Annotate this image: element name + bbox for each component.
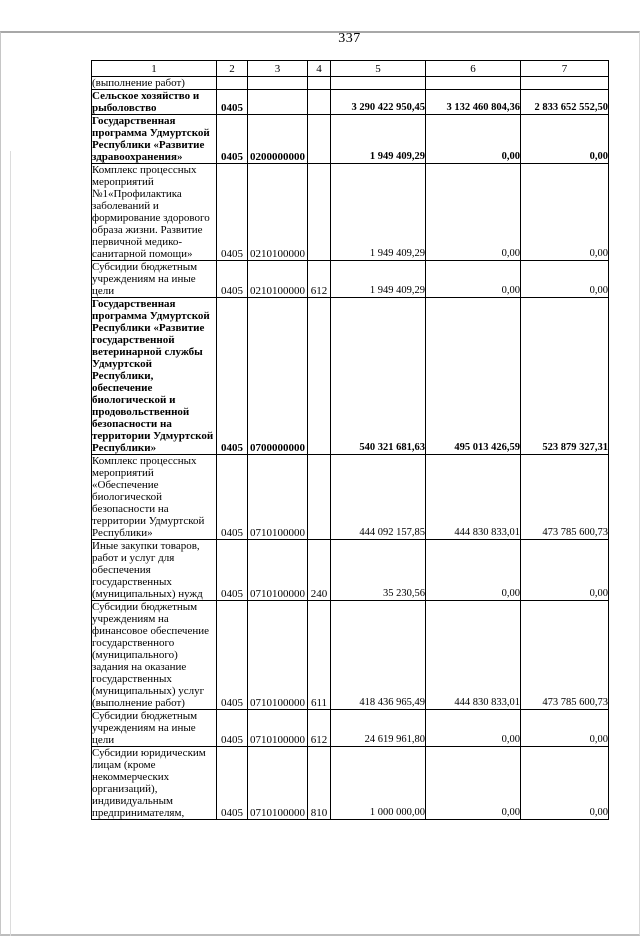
cell-amount-col6: 0,00 [426,115,521,164]
cell-amount-col5: 24 619 961,80 [331,710,426,747]
table-row [92,164,609,261]
cell-section-code: 0405 [217,298,248,455]
table-row [92,601,609,710]
cell-target-article-code: 0710100000 [248,540,308,601]
cell-name: Субсидии бюджетным учреждениям на иные цели [92,261,217,298]
cell-name: Субсидии бюджетным учреждениям на иные цели [92,710,217,747]
cell-amount-col7: 0,00 [521,540,609,601]
cell-expense-type-code [308,298,331,455]
cell-name: Комплекс процессных мероприятий №1«Профилактика заболеваний и формирование здорового образа жизни. Развитие первичной медико-санитарной помощи» [92,164,217,261]
cell-expense-type-code [308,455,331,540]
cell-amount-col7: 0,00 [521,261,609,298]
cell-section-code: 0405 [217,90,248,115]
column-header-1: 1 [92,61,217,77]
cell-expense-type-code [308,90,331,115]
cell-name: (выполнение работ) [92,77,217,90]
cell-section-code: 0405 [217,261,248,298]
cell-name: Субсидии бюджетным учреждениям на финансовое обеспечение государственного (муниципального) задания на оказание государственных (муниципальных) услуг (выполнение работ) [92,601,217,710]
cell-amount-col5: 1 949 409,29 [331,115,426,164]
cell-amount-col6: 495 013 426,59 [426,298,521,455]
cell-target-article-code: 0210100000 [248,164,308,261]
cell-amount-col6: 0,00 [426,710,521,747]
cell-amount-col6: 0,00 [426,747,521,820]
cell-section-code: 0405 [217,115,248,164]
column-header-3: 3 [248,61,308,77]
cell-amount-col7: 0,00 [521,710,609,747]
cell-target-article-code: 0710100000 [248,455,308,540]
cell-section-code: 0405 [217,455,248,540]
cell-amount-col5: 3 290 422 950,45 [331,90,426,115]
column-header-6: 6 [426,61,521,77]
cell-amount-col7: 0,00 [521,115,609,164]
cell-expense-type-code [308,164,331,261]
table-row [92,455,609,540]
cell-target-article-code [248,90,308,115]
cell-expense-type-code: 810 [308,747,331,820]
cell-name: Комплекс процессных мероприятий «Обеспечение биологической безопасности на территории Удмуртской Республики» [92,455,217,540]
cell-amount-col5: 444 092 157,85 [331,455,426,540]
table-row [92,90,609,115]
column-header-4: 4 [308,61,331,77]
cell-amount-col7: 2 833 652 552,50 [521,90,609,115]
cell-amount-col7: 473 785 600,73 [521,601,609,710]
cell-target-article-code: 0710100000 [248,747,308,820]
cell-expense-type-code: 612 [308,261,331,298]
cell-expense-type-code: 612 [308,710,331,747]
cell-section-code: 0405 [217,540,248,601]
table-row [92,540,609,601]
cell-amount-col6: 0,00 [426,164,521,261]
cell-expense-type-code: 611 [308,601,331,710]
cell-amount-col6: 444 830 833,01 [426,601,521,710]
cell-amount-col6: 444 830 833,01 [426,455,521,540]
cell-target-article-code: 0700000000 [248,298,308,455]
cell-amount-col7 [521,77,609,90]
table-row [92,298,609,455]
table-row [92,115,609,164]
column-header-5: 5 [331,61,426,77]
cell-expense-type-code: 240 [308,540,331,601]
cell-section-code: 0405 [217,164,248,261]
cell-section-code: 0405 [217,601,248,710]
cell-expense-type-code [308,77,331,90]
cell-name: Государственная программа Удмуртской Республики «Развитие государственной ветеринарной службы Удмуртской Республики, обеспечение биологической и продовольственной безопасности на территории Удмуртской Республики» [92,298,217,455]
cell-target-article-code: 0200000000 [248,115,308,164]
cell-amount-col5: 540 321 681,63 [331,298,426,455]
page-number: 337 [338,31,361,46]
cell-amount-col6: 3 132 460 804,36 [426,90,521,115]
table-row [92,261,609,298]
table-row [92,77,609,90]
cell-amount-col7: 523 879 327,31 [521,298,609,455]
table-row [92,747,609,820]
cell-amount-col5: 418 436 965,49 [331,601,426,710]
cell-name: Субсидии юридическим лицам (кроме некоммерческих организаций), индивидуальным предпринимателям, [92,747,217,820]
cell-amount-col7: 473 785 600,73 [521,455,609,540]
cell-amount-col5: 1 000 000,00 [331,747,426,820]
cell-amount-col5: 35 230,56 [331,540,426,601]
document-page [0,31,640,820]
table-header-row [92,61,609,77]
cell-name: Сельское хозяйство и рыболовство [92,90,217,115]
cell-amount-col6 [426,77,521,90]
cell-amount-col6: 0,00 [426,261,521,298]
cell-section-code [217,77,248,90]
cell-name: Иные закупки товаров, работ и услуг для обеспечения государственных (муниципальных) нужд [92,540,217,601]
column-header-7: 7 [521,61,609,77]
table-row [92,710,609,747]
cell-section-code: 0405 [217,710,248,747]
cell-section-code: 0405 [217,747,248,820]
cell-target-article-code: 0210100000 [248,261,308,298]
cell-amount-col5: 1 949 409,29 [331,164,426,261]
cell-expense-type-code [308,115,331,164]
cell-target-article-code: 0710100000 [248,710,308,747]
cell-target-article-code [248,77,308,90]
cell-amount-col7: 0,00 [521,747,609,820]
cell-amount-col5: 1 949 409,29 [331,261,426,298]
budget-table [91,60,609,820]
cell-amount-col7: 0,00 [521,164,609,261]
cell-amount-col6: 0,00 [426,540,521,601]
column-header-2: 2 [217,61,248,77]
cell-target-article-code: 0710100000 [248,601,308,710]
cell-amount-col5 [331,77,426,90]
cell-name: Государственная программа Удмуртской Республики «Развитие здравоохранения» [92,115,217,164]
